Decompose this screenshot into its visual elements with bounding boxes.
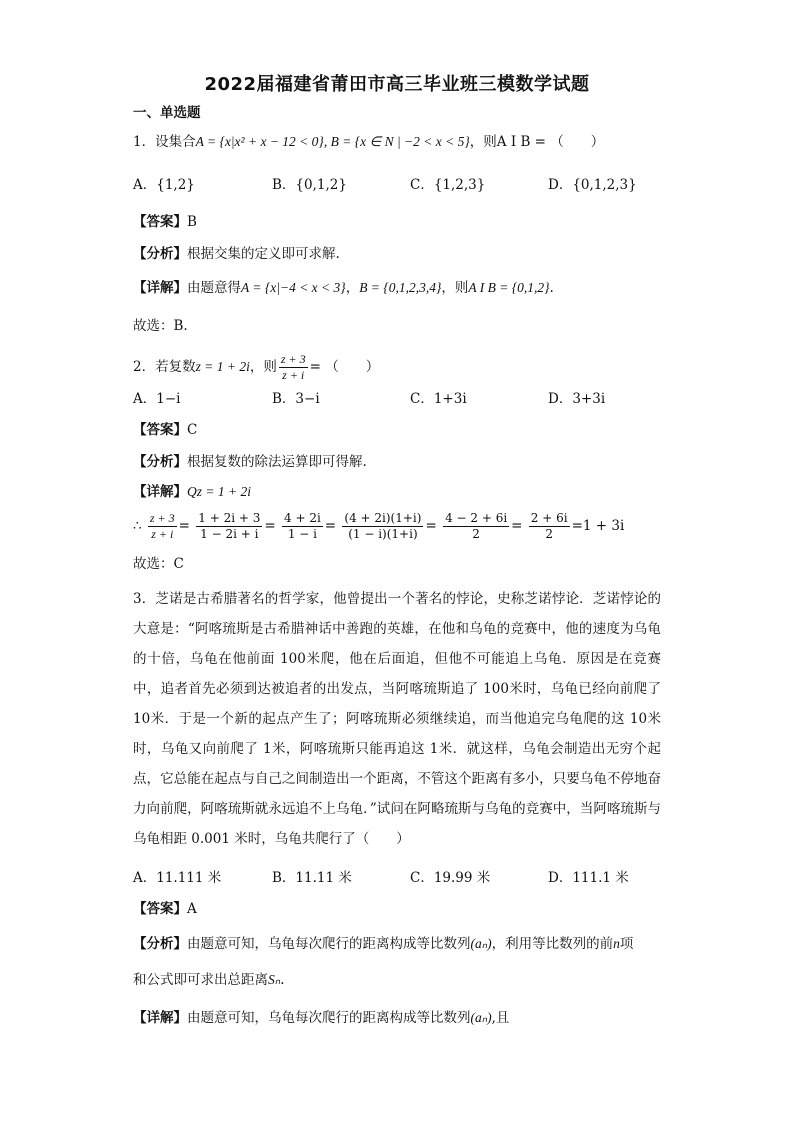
q3-sequence-an: (aₙ)	[470, 936, 492, 951]
q3-n: n	[613, 936, 620, 951]
page-title: 2022届福建省莆田市高三毕业班三模数学试题	[204, 74, 590, 95]
equals-sign: =	[425, 518, 437, 534]
q2-answer	[133, 420, 197, 440]
q3-sn: Sₙ	[268, 972, 281, 987]
q1-set-b: , B = {x ∈ N | −2 < x < 5}	[323, 134, 470, 149]
q1-answer	[133, 212, 197, 232]
calc-frac-3	[282, 511, 323, 542]
q3-option-d: D．111.1 米	[548, 870, 629, 886]
q3-detail-text-1: 由题意可知，乌龟每次爬行的距离构成等比数列	[187, 1010, 471, 1026]
q2-fraction	[279, 352, 308, 383]
detail-label: 【详解】	[133, 280, 187, 296]
answer-label: 【答案】	[133, 214, 187, 230]
q2-calculation	[133, 508, 624, 544]
calc-frac-4	[342, 511, 423, 542]
calc-frac-1-num: z + 3	[149, 511, 175, 525]
calc-frac-4-den: (1 − i)(1+i)	[348, 527, 418, 541]
q3-answer	[133, 899, 197, 919]
therefore-symbol: ∴	[133, 518, 142, 534]
equals-sign: =	[178, 518, 190, 534]
q3-analysis-text-1: 由题意可知，乌龟每次爬行的距离构成等比数列	[187, 936, 471, 952]
detail-label: 【详解】	[133, 1010, 187, 1026]
q2-option-c: C．1+3i	[410, 391, 467, 407]
equals-sign: =	[571, 518, 583, 534]
answer-label: 【答案】	[133, 422, 187, 438]
q1-number: 1．设集合	[133, 134, 196, 150]
calc-result: 1 + 3i	[582, 518, 625, 534]
q2-frac-den: z + i	[282, 368, 305, 382]
calc-frac-6-den: 2	[545, 527, 553, 541]
calc-frac-1-den: z + i	[151, 527, 174, 541]
q1-answer-value: B	[187, 214, 197, 230]
equals-sign: =	[324, 518, 337, 534]
q3-detail	[133, 1008, 509, 1028]
q1-set-a: A = {x|x² + x − 12 < 0}	[195, 134, 324, 149]
equals-sign: =	[264, 518, 276, 534]
q2-then: ，则	[249, 359, 277, 375]
analysis-label: 【分析】	[133, 936, 187, 952]
q2-detail-given: Qz = 1 + 2i	[187, 484, 251, 499]
calc-frac-4-num: (4 + 2i)(1+i)	[344, 511, 422, 525]
calc-frac-5-num: 4 − 2 + 6i	[445, 511, 508, 525]
q1-ask: ，则A I B = （ ）	[469, 134, 605, 150]
choose-label: 故选：	[133, 556, 174, 572]
calc-frac-6-num: 2 + 6i	[530, 511, 568, 525]
q2-analysis	[133, 452, 367, 472]
q2-number: 2．若复数	[133, 359, 196, 375]
q2-detail	[133, 482, 251, 502]
q3-option-a: A．11.111 米	[133, 870, 222, 886]
q1-option-c: C．{1,2,3}	[410, 177, 486, 193]
q1-detail-then: ，则	[441, 280, 469, 296]
q1-detail-text: 由题意得	[187, 280, 241, 296]
q1-analysis-text: 根据交集的定义即可求解.	[187, 246, 340, 262]
q2-frac-num: z + 3	[280, 352, 306, 366]
q1-analysis	[133, 244, 340, 264]
q3-answer-value: A	[187, 901, 197, 917]
question-2-stem	[133, 350, 379, 384]
q2-choose-value: C	[173, 556, 184, 572]
calc-frac-2	[196, 511, 262, 542]
q1-choose-value: B.	[173, 318, 188, 334]
q2-ask: = （ ）	[309, 359, 380, 375]
detail-label: 【详解】	[133, 484, 187, 500]
q1-detail	[133, 278, 554, 298]
q1-option-a: A．{1,2}	[133, 177, 195, 193]
section-heading: 一、单选题	[133, 105, 201, 121]
equals-sign: =	[511, 518, 523, 534]
question-1-stem	[133, 132, 604, 152]
answer-label: 【答案】	[133, 901, 187, 917]
calc-frac-3-num: 4 + 2i	[284, 511, 321, 525]
q3-analysis-line-1	[133, 934, 633, 954]
q3-detail-an: (aₙ)	[470, 1010, 492, 1025]
calc-frac-3-den: 1 − i	[287, 527, 317, 541]
q2-option-d: D．3+3i	[548, 391, 606, 407]
calc-frac-2-num: 1 + 2i + 3	[198, 511, 261, 525]
q2-z: z = 1 + 2i	[195, 359, 250, 374]
calc-frac-1	[148, 511, 177, 542]
q2-choose	[133, 554, 184, 574]
q3-analysis-line-2	[133, 970, 284, 990]
q3-analysis-text-4: 和公式即可求出总距离	[133, 972, 268, 988]
choose-label: 故选：	[133, 318, 174, 334]
q2-answer-value: C	[187, 422, 198, 438]
calc-frac-2-den: 1 − 2i + i	[200, 527, 259, 541]
q1-detail-set-b: B = {0,1,2,3,4}	[359, 280, 442, 295]
analysis-label: 【分析】	[133, 454, 187, 470]
q2-option-a: A．1−i	[133, 391, 181, 407]
q1-option-b: B．{0,1,2}	[272, 177, 347, 193]
q2-analysis-text: 根据复数的除法运算即可得解.	[187, 454, 367, 470]
q1-detail-result: A I B = {0,1,2}	[468, 280, 550, 295]
q2-option-b: B．3−i	[272, 391, 320, 407]
q3-option-b: B．11.11 米	[272, 870, 352, 886]
q3-analysis-text-5: .	[280, 972, 285, 988]
q3-detail-text-2: ,且	[491, 1010, 510, 1026]
q1-detail-set-a: A = {x|−4 < x < 3}	[241, 280, 346, 295]
analysis-label: 【分析】	[133, 246, 187, 262]
question-3-stem: 3．芝诺是古希腊著名的哲学家，他曾提出一个著名的悖论，史称芝诺悖论．芝诺悖论的大意是：“阿喀琉斯是古希腊神话中善跑的英雄，在他和乌龟的竞赛中，他的速度为乌龟的十倍，乌龟在他前面 100米爬，他在后面追，但他不可能追上乌龟．原因是在竞赛中，追者首先必须到达被追者的出发点，当阿喀琉斯追了 100米时，乌龟已经向前爬了 10米．于是一个新的起点产生了；阿喀琉斯必须继续追，而当他追完乌龟爬的这 10米时，乌龟又向前爬了 1米，阿喀琉斯只能再追这 1米．就这样，乌龟会制造出无穷个起点，它总能在起点与自己之间制造出一个距离，不管这个距离有多小，只要乌龟不停地奋力向前爬，阿喀琉斯就永远追不上乌龟．”试问在阿略琉斯与乌龟的竞赛中，当阿喀琉斯与乌龟相距 0.001 米时，乌龟共爬行了（ ）	[133, 591, 661, 847]
q1-detail-sep: ，	[345, 280, 360, 296]
q3-analysis-text-2: ，利用等比数列的前	[491, 936, 614, 952]
calc-frac-6	[529, 511, 570, 542]
q1-option-d: D．{0,1,2,3}	[548, 177, 637, 193]
q1-choose	[133, 316, 188, 336]
q1-detail-end: .	[549, 280, 554, 296]
q3-option-c: C．19.99 米	[410, 870, 491, 886]
calc-frac-5-den: 2	[472, 527, 480, 541]
calc-frac-5	[443, 511, 509, 542]
q3-analysis-text-3: 项	[619, 936, 634, 952]
